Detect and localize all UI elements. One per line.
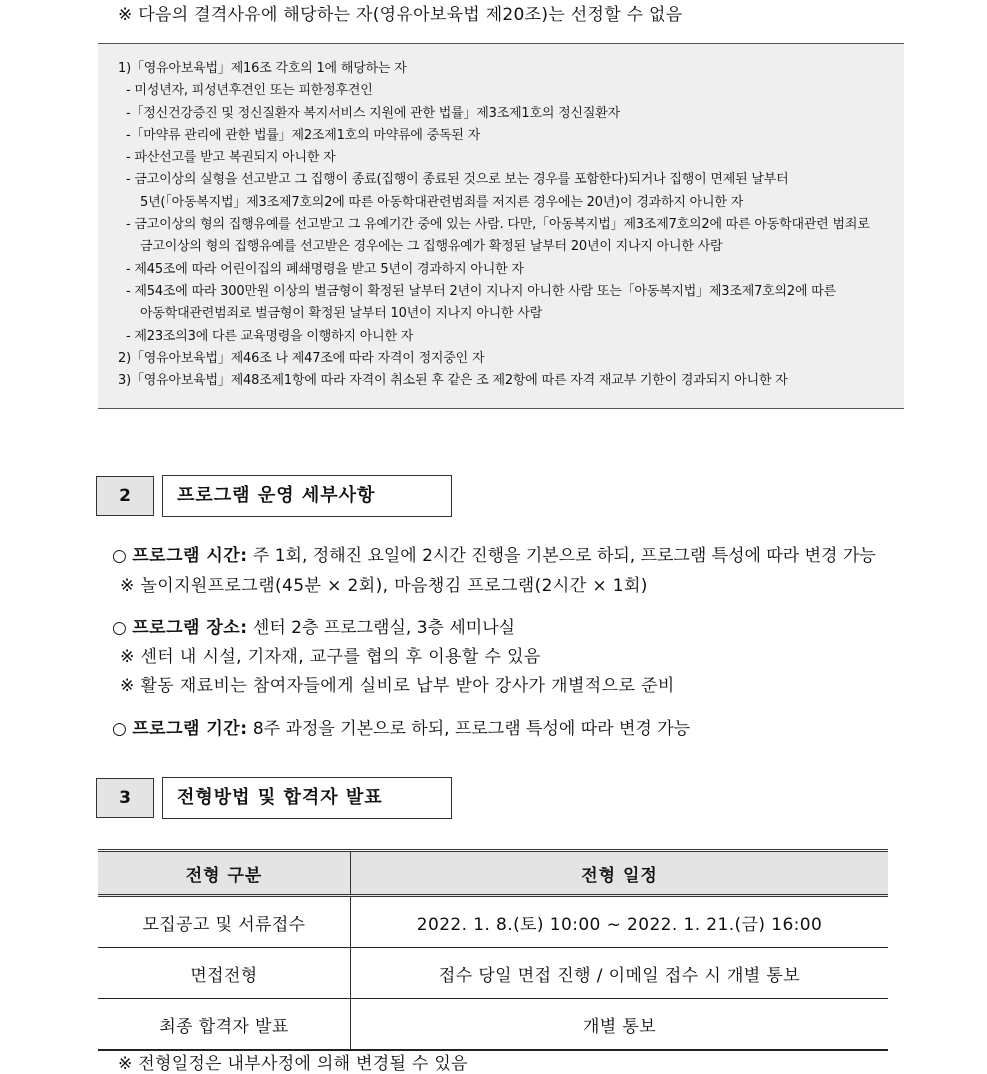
disqualification-line: 2)「영유아보육법」제46조 나 제47조에 따라 자격이 정지중인 자 <box>118 350 485 366</box>
disqualification-line: 5년(「아동복지법」제3조제7호의2에 따른 아동학대관련범죄를 저지른 경우에는 20년)이 경과하지 아니한 자 <box>140 194 744 210</box>
section-2-number: 2 <box>96 476 154 516</box>
schedule-table <box>98 849 888 1051</box>
table-row <box>98 999 888 1051</box>
program-time-note: ※ 놀이지원프로그램(45분 × 2회), 마음챙김 프로그램(2시간 × 1회) <box>120 576 648 596</box>
program-place-label: 프로그램 장소: <box>132 618 248 638</box>
program-place-note-2: ※ 활동 재료비는 참여자들에게 실비로 납부 받아 강사가 개별적으로 준비 <box>120 676 675 696</box>
row-schedule: 2022. 1. 8.(토) 10:00 ~ 2022. 1. 21.(금) 16:00 <box>351 896 889 948</box>
disqualification-box <box>98 43 904 409</box>
section-3-title: 전형방법 및 합격자 발표 <box>162 777 452 819</box>
program-time-label: 프로그램 시간: <box>132 546 248 566</box>
disqualification-line: - 파산선고를 받고 복권되지 아니한 자 <box>126 150 336 166</box>
disqualification-line: - 제23조의3에 다른 교육명령을 이행하지 아니한 자 <box>126 328 414 344</box>
section-3-number: 3 <box>96 778 154 818</box>
row-category: 최종 합격자 발표 <box>98 999 351 1051</box>
disqualification-line: - 제54조에 따라 300만원 이상의 벌금형이 확정된 날부터 2년이 지나지 아니한 사람 또는「아동복지법」제3조제7호의2에 따른 <box>126 283 836 299</box>
disqualification-line: - 금고이상의 형의 집행유예를 선고받고 그 유예기간 중에 있는 사람. 다만,「아동복지법」제3조제7호의2에 따른 아동학대관련 범죄로 <box>126 217 870 233</box>
table-row <box>98 948 888 999</box>
disqualification-line: 3)「영유아보육법」제48조제1항에 따라 자격이 취소된 후 같은 조 제2항에 따른 자격 재교부 기한이 경과되지 아니한 자 <box>118 373 788 389</box>
bullet-marker: ○ <box>112 719 127 739</box>
program-period-item <box>112 714 690 739</box>
header-schedule: 전형 일정 <box>351 851 889 896</box>
program-period-text: 8주 과정을 기본으로 하되, 프로그램 특성에 따라 변경 가능 <box>247 719 691 739</box>
schedule-footnote: ※ 전형일정은 내부사정에 의해 변경될 수 있음 <box>118 1054 468 1074</box>
program-place-item <box>112 613 515 638</box>
row-category: 면접전형 <box>98 948 351 999</box>
disqualification-line: - 제45조에 따라 어린이집의 폐쇄명령을 받고 5년이 경과하지 아니한 자 <box>126 261 524 277</box>
row-category: 모집공고 및 서류접수 <box>98 896 351 948</box>
program-place-note-1: ※ 센터 내 시설, 기자재, 교구를 협의 후 이용할 수 있음 <box>120 647 541 667</box>
table-row <box>98 896 888 948</box>
disqualification-line: - 금고이상의 실형을 선고받고 그 집행이 종료(집행이 종료된 것으로 보는 경우를 포함한다)되거나 집행이 면제된 날부터 <box>126 172 789 188</box>
disqualification-line: - 미성년자, 피성년후견인 또는 피한정후견인 <box>126 83 373 99</box>
table-header-row <box>98 851 888 896</box>
disqualification-line: 아동학대관련범죄로 벌금형이 확정된 날부터 10년이 지나지 아니한 사람 <box>140 306 543 322</box>
row-schedule: 접수 당일 면접 진행 / 이메일 접수 시 개별 통보 <box>351 948 889 999</box>
disqualification-line: -「정신건강증진 및 정신질환자 복지서비스 지원에 관한 법률」제3조제1호의 정신질환자 <box>126 105 620 121</box>
program-period-label: 프로그램 기간: <box>132 719 248 739</box>
disqualification-line: 금고이상의 형의 집행유예를 선고받은 경우에는 그 집행유예가 확정된 날부터 20년이 지나지 아니한 사람 <box>140 239 723 255</box>
disqualification-line: -「마약류 관리에 관한 법률」제2조제1호의 마약류에 중독된 자 <box>126 127 481 143</box>
section-2-title: 프로그램 운영 세부사항 <box>162 475 452 517</box>
top-note: ※ 다음의 결격사유에 해당하는 자(영유아보육법 제20조)는 선정할 수 없음 <box>118 5 683 25</box>
program-time-text: 주 1회, 정해진 요일에 2시간 진행을 기본으로 하되, 프로그램 특성에 따라 변경 가능 <box>247 546 876 566</box>
bullet-marker: ○ <box>112 546 127 566</box>
program-place-text: 센터 2층 프로그램실, 3층 세미나실 <box>247 618 516 638</box>
row-schedule: 개별 통보 <box>351 999 889 1051</box>
program-time-item <box>112 541 876 566</box>
bullet-marker: ○ <box>112 618 127 638</box>
disqualification-list <box>118 58 898 392</box>
header-category: 전형 구분 <box>98 851 351 896</box>
disqualification-line: 1)「영유아보육법」제16조 각호의 1에 해당하는 자 <box>118 61 407 76</box>
